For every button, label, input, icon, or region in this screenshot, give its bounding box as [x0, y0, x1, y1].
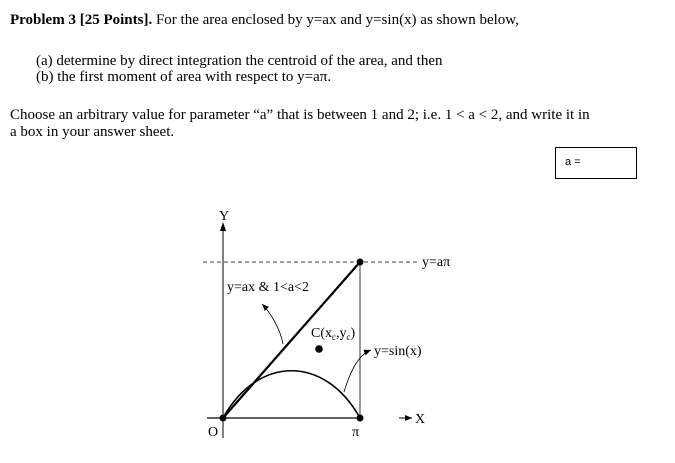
intersection-point — [357, 259, 364, 266]
x-axis-label: X — [415, 412, 426, 427]
centroid-point — [315, 345, 323, 353]
line-label-leader — [262, 304, 283, 344]
pi-label: π — [352, 425, 360, 440]
sine-label-leader — [344, 350, 371, 392]
instruction-line-2: a box in your answer sheet. — [10, 124, 175, 140]
sine-label: y=sin(x) — [374, 344, 422, 359]
answer-label: a = — [565, 156, 581, 168]
problem-number: Problem 3 [25 Points]. — [10, 12, 153, 28]
horizontal-line-label: y=aπ — [422, 255, 451, 270]
y-axis-label: Y — [219, 209, 230, 224]
origin-label: O — [208, 425, 219, 440]
instruction-line-1: Choose an arbitrary value for parameter “a” that is between 1 and 2; i.e. 1 < a < 2, and write it in — [10, 107, 590, 123]
centroid-label: $C(x_c,y_c)$ — [311, 326, 356, 342]
problem-statement: For the area enclosed by y=ax and y=sin(x) as shown below, — [152, 12, 519, 28]
part-b-text: (b) the first moment of area with respect to y=aπ. — [36, 69, 332, 85]
line-label: y=ax & 1<a<2 — [227, 280, 310, 295]
part-a-text: (a) determine by direct integration the centroid of the area, and then — [36, 53, 443, 69]
